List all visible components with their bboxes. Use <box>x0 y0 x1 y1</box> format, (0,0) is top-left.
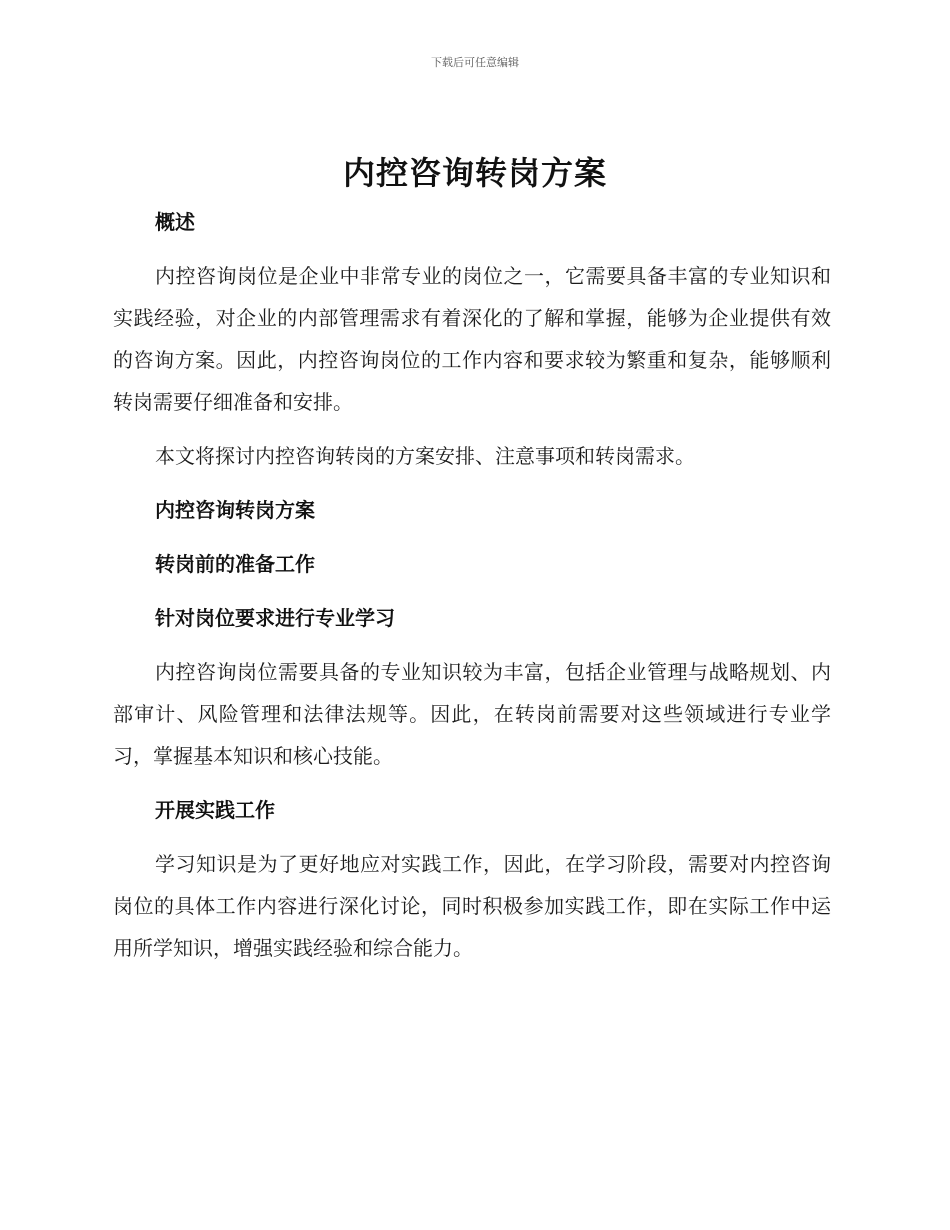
section-heading-overview: 概述 <box>155 210 195 234</box>
paragraph-scope: 本文将探讨内控咨询转岗的方案安排、注意事项和转岗需求。 <box>155 444 695 468</box>
subsection-heading-study: 针对岗位要求进行专业学习 <box>155 606 395 630</box>
subsection-heading-preparation: 转岗前的准备工作 <box>155 552 315 576</box>
section-heading-plan: 内控咨询转岗方案 <box>155 498 315 522</box>
paragraph-intro: 内控咨询岗位是企业中非常专业的岗位之一，它需要具备丰富的专业知识和实践经验，对企业的内部管理需求有着深化的了解和掌握，能够为企业提供有效的咨询方案。因此，内控咨询岗位的工作内容和要求较为繁重和复杂，能够顺利转岗需要仔细准备和安排。 <box>113 264 831 414</box>
header-note: 下载后可任意编辑 <box>431 56 519 69</box>
document-title: 内控咨询转岗方案 <box>342 154 607 192</box>
paragraph-study: 内控咨询岗位需要具备的专业知识较为丰富，包括企业管理与战略规划、内部审计、风险管理和法律法规等。因此，在转岗前需要对这些领域进行专业学习，掌握基本知识和核心技能。 <box>113 660 831 768</box>
subsection-heading-practice: 开展实践工作 <box>155 798 275 822</box>
document-body <box>113 201 831 981</box>
paragraph-practice: 学习知识是为了更好地应对实践工作，因此，在学习阶段，需要对内控咨询岗位的具体工作内容进行深化讨论，同时积极参加实践工作，即在实际工作中运用所学知识，增强实践经验和综合能力。 <box>113 852 831 960</box>
